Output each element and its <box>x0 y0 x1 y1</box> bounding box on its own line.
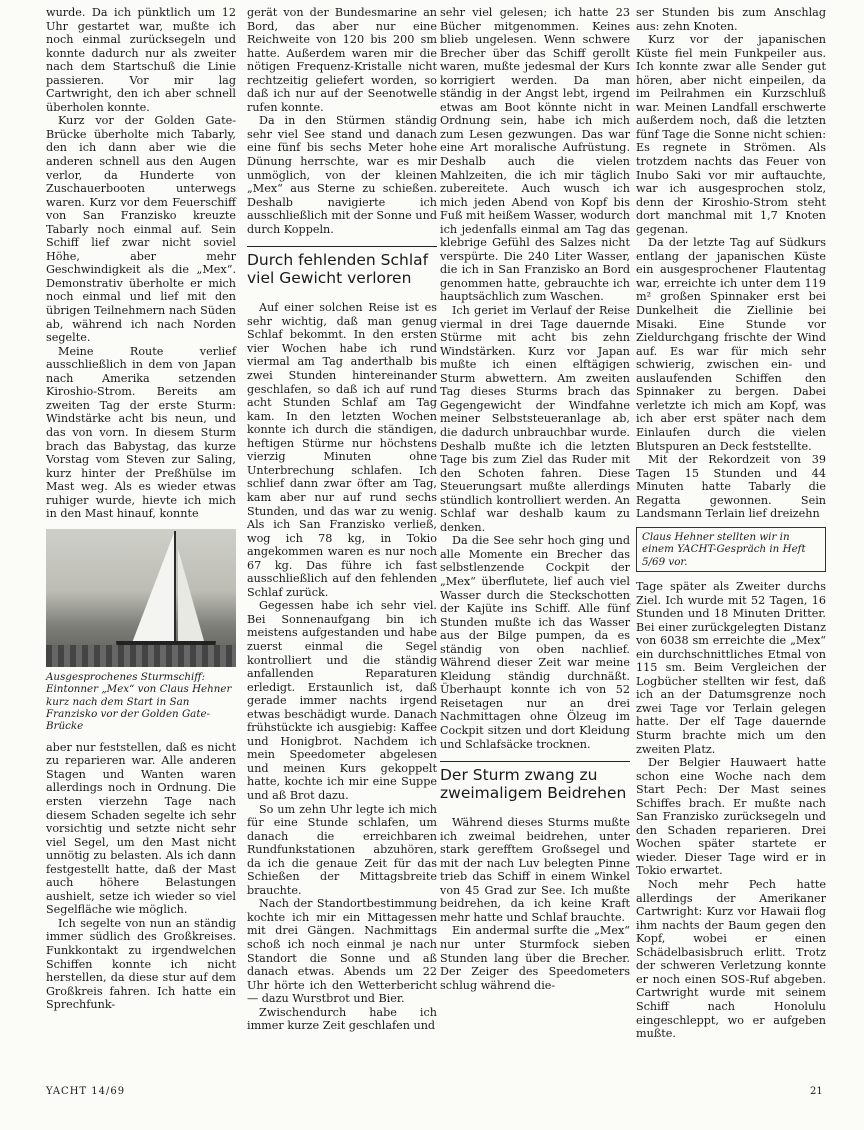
paragraph: sehr viel gelesen; ich hatte 23 Bücher mitgenommen. Keines blieb ungelesen. Wenn schwere Brecher über das Schiff gerollt waren, mußte jedesmal der Kurs korrigiert werden. Da man ständig in der Angst lebt, irgend etwas am Boot könnte nicht in Ordnung sein, habe ich mich zum Lesen gezwungen. Das war eine Art moralische Aufrüstung. Deshalb auch die vielen Mahlzeiten, die ich mir täglich zubereitete. Auch wusch ich mich jeden Abend von Kopf bis Fuß mit heißem Wasser, wodurch ich jedenfalls einmal am Tag das klebrige Gefühl des Salzes nicht verspürte. Die 240 Liter Wasser, die ich in San Franzisko an Bord genommen hatte, gebrauchte ich hauptsächlich zum Waschen. <box>440 6 630 304</box>
column-4 <box>636 6 826 1041</box>
column-2 <box>247 6 437 1033</box>
paragraph: So um zehn Uhr legte ich mich für eine Stunde schlafen, um danach die erreichbaren Rundfunkstationen abzuhören, da ich die genaue Zeit für das Schießen der Mittagsbreite brauchte. <box>247 802 437 897</box>
issue-label: YACHT 14/69 <box>46 1086 126 1097</box>
paragraph: wurde. Da ich pünktlich um 12 Uhr gestartet war, mußte ich noch einmal zurücksegeln und konnte dadurch nur als zweiter nach dem Startschuß die Linie passieren. Vor mir lag Cartwright, den ich aber schnell überholen konnte. <box>46 6 236 114</box>
paragraph: Während dieses Sturms mußte ich zweimal beidrehen, unter stark gerefftem Großsegel und mit der nach Luv belegten Pinne trieb das Schiff in einem Winkel von 45 Grad zur See. Ich mußte beidrehen, da ich keine Kraft mehr hatte und Schlaf brauchte. <box>440 816 630 924</box>
sailboat-photo <box>46 529 236 667</box>
jib-shape <box>178 549 204 641</box>
paragraph: Nach der Standortbestimmung kochte ich mir ein Mittagessen mit drei Gängen. Nachmittags schoß ich noch einmal je nach Standort die Sonne und aß danach etwas. Abends um 22 Uhr hörte ich den Wetterbericht — dazu Wurstbrot und Bier. <box>247 897 437 1006</box>
info-box: Claus Hehner stellten wir in einem YACHT-Gespräch in Heft 5/69 vor. <box>636 527 826 572</box>
paragraph: gerät von der Bundesmarine an Bord, das aber nur eine Reichweite von 120 bis 200 sm hatte. Außerdem waren mir die nötigen Frequenz-Kristalle nicht rechtzeitig geliefert worden, so daß ich nur auf der Seenotwelle rufen konnte. <box>247 6 437 114</box>
paragraph: Da in den Stürmen ständig sehr viel See stand und danach eine fünf bis sechs Meter hohe Dünung herrschte, war es mir unmöglich, von der kleinen „Mex“ aus Sterne zu schießen. Deshalb navigierte ich ausschließlich mit der Sonne und durch Koppeln. <box>247 114 437 236</box>
paragraph: Gegessen habe ich sehr viel. Bei Sonnenaufgang bin ich meistens aufgestanden und habe zuerst einmal die Segel kontrolliert und die ständig anfallenden Reparaturen erledigt. Erstaunlich ist, daß gerade immer nachts irgend etwas beschädigt wurde. Danach frühstückte ich ausgiebig: Kaffee und Honigbrot. Nachdem ich mein Speedometer abgelesen und meinen Kurs gekoppelt hatte, kochte ich mir eine Suppe und aß Brot dazu. <box>247 599 437 802</box>
paragraph: Meine Route verlief ausschließlich in dem von Japan nach Amerika setzenden Kiroshio-Strom. Bereits am zweiten Tag der erste Sturm: Windstärke acht bis neun, und das von vorn. In diesem Sturm brach das Babystag, das kurze Vorstag vom Steven zur Saling, kurz hinter der Preßhülse im Mast weg. Als es wieder etwas ruhiger wurde, hievte ich mich in den Mast hinauf, konnte <box>46 344 236 521</box>
column-1 <box>46 6 236 1012</box>
mast-shape <box>174 531 176 649</box>
page-number: 21 <box>810 1086 823 1097</box>
section-heading: Der Sturm zwang zu zweimaligem Beidrehen <box>440 761 630 802</box>
paragraph: Mit der Rekordzeit von 39 Tagen 15 Stunden und 44 Minuten hatte Tabarly die Regatta gewonnen. Sein Landsmann Terlain lief dreizehn <box>636 453 826 521</box>
paragraph: aber nur feststellen, daß es nicht zu reparieren war. Alle anderen Stagen und Wanten waren allerdings noch in Ordnung. Die ersten vierzehn Tage nach diesem Schaden segelte ich sehr vorsichtig und setzte nicht sehr viel Segel, um den Mast nicht unnötig zu belasten. Als ich dann festgestellt hatte, daß der Mast auch höhere Belastungen aushielt, setze ich wieder so viel Segelfläche wie möglich. <box>46 740 236 917</box>
paragraph: Tage später als Zweiter durchs Ziel. Ich wurde mit 52 Tagen, 16 Stunden und 18 Minuten Dritter. Bei einer zurückgelegten Distanz von 6038 sm erreichte die „Mex“ ein durchschnittliches Etmal von 115 sm. Beim Vergleichen der Logbücher stellten wir fest, daß ich an der Datumsgrenze noch zwei Tage vor Terlain gelegen hatte. Der elf Tage dauernde Sturm brachte mich um den zweiten Platz. <box>636 580 826 756</box>
paragraph: Ich geriet im Verlauf der Reise viermal in drei Tage dauernde Stürme mit acht bis zehn Windstärken. Kurz vor Japan mußte ich einen elftägigen Sturm abwettern. Am zweiten Tag dieses Sturms brach das Gegengewicht der Windfahne meiner Selbststeueranlage ab, die dadurch unbrauchbar wurde. Deshalb mußte ich die letzten Tage bis zum Ziel das Ruder mit den Schoten fahren. Diese Steuerungsart mußte allerdings stündlich kontrolliert werden. An Schlaf war deshalb kaum zu denken. <box>440 304 630 534</box>
paragraph: Kurz vor der japanischen Küste fiel mein Funkpeiler aus. Ich konnte zwar alle Sender gut hören, aber nicht einpeilen, da im Peilrahmen ein Kurzschluß war. Meinen Landfall erschwerte außerdem noch, daß die letzten fünf Tage die Sonne nicht schien: Es regnete in Strömen. Als trotzdem nachts das Feuer von Inubo Saki vor mir auftauchte, war ich ausgesprochen stolz, denn der Kiroshio-Strom steht dort manchmal mit 1,7 Knoten gegenan. <box>636 33 826 236</box>
column-3 <box>440 6 630 992</box>
paragraph: Ich segelte von nun an ständig immer südlich des Großkreises. Funkkontakt zu irgendwelchen Schiffen konnte ich nicht herstellen, da diese stur auf dem Großkreis fahren. Ich hatte ein Sprechfunk- <box>46 916 236 1012</box>
paragraph: Der Belgier Hauwaert hatte schon eine Woche nach dem Start Pech: Der Mast seines Schiffes brach. Er mußte nach San Franzisko zurücksegeln und den Schaden reparieren. Drei Wochen später startete er wieder. Dieser Tage wird er in Tokio erwartet. <box>636 756 826 878</box>
photo-caption: Ausgesprochenes Sturmschiff: Eintonner „Mex“ von Claus Hehner kurz nach dem Start in San Franzisko vor der Golden Gate-Brücke <box>46 670 232 733</box>
paragraph: Ein andermal surfte die „Mex“ nur unter Sturmfock sieben Stunden lang über die Brecher. Der Zeiger des Speedometers schlug während die- <box>440 924 630 992</box>
mainsail-shape <box>132 533 174 643</box>
paragraph: Da die See sehr hoch ging und alle Momente ein Brecher das selbstlenzende Cockpit der „Mex“ überflutete, lief auch viel Wasser durch die Steckschotten der Kajüte ins Schiff. Alle fünf Stunden mußte ich das Wasser aus der Bilge pumpen, da es ständig von oben nachlief. Während dieser Zeit war meine Kleidung ständig durchnäßt. Überhaupt konnte ich von 52 Reisetagen nur an drei Nachmittagen ohne Ölzeug im Cockpit sitzen und dort Kleidung und Schlafsäcke trocknen. <box>440 534 630 751</box>
paragraph: ser Stunden bis zum Anschlag aus: zehn Knoten. <box>636 6 826 33</box>
paragraph: Zwischendurch habe ich immer kurze Zeit geschlafen und <box>247 1005 437 1033</box>
paragraph: Auf einer solchen Reise ist es sehr wichtig, daß man genug Schlaf bekommt. In den ersten vier Wochen habe ich rund viermal am Tag anderthalb bis zwei Stunden hintereinander geschlafen, so daß ich auf rund acht Stunden Schlaf am Tag kam. In den letzten Wochen konnte ich durch die ständigen, heftigen Stürme nur höchstens vierzig Minuten ohne Unterbrechung schlafen. Ich schlief dann zwar öfter am Tag, kam aber nur auf rund sechs Stunden, und das war zu wenig. Als ich San Franzisko verließ, wog ich 78 kg, in Tokio angekommen waren es nur noch 67 kg. Das führe ich fast ausschließlich auf den fehlenden Schlaf zurück. <box>247 301 437 599</box>
section-heading: Durch fehlenden Schlaf viel Gewicht verloren <box>247 246 437 287</box>
paragraph: Noch mehr Pech hatte allerdings der Amerikaner Cartwright: Kurz vor Hawaii flog ihm nachts der Baum gegen den Kopf, wobei er einen Schädelbasisbruch erlitt. Trotz der schweren Verletzung konnte er noch einen SOS-Ruf abgeben. Cartwright wurde mit seinem Schiff nach Honolulu eingeschleppt, wo er aufgeben mußte. <box>636 878 826 1041</box>
water-shape <box>46 645 236 667</box>
paragraph: Kurz vor der Golden Gate-Brücke überholte mich Tabarly, den ich dann aber wie die anderen schnell aus den Augen verlor, da Hunderte von Zuschauerbooten unterwegs waren. Kurz vor dem Feuerschiff von San Franzisko kreuzte Tabarly noch einmal auf. Sein Schiff lief zwar nicht soviel Höhe, aber mehr Geschwindigkeit als die „Mex“. Demonstrativ überholte er mich noch einmal und lief mit den übrigen Teilnehmern nach Süden ab, während ich nach Norden segelte. <box>46 114 236 345</box>
paragraph: Da der letzte Tag auf Südkurs entlang der japanischen Küste ein ausgesprochener Flautentag war, erreichte ich unter dem 119 m² großen Spinnaker erst bei Dunkelheit die Ziellinie bei Misaki. Eine Stunde vor Zieldurchgang frischte der Wind auf. Es war für mich sehr schwierig, zwischen ein- und auslaufenden Schiffen den Spinnaker zu bergen. Dabei verletzte ich mich am Kopf, was ich aber erst später nach dem Einlaufen durch die vielen Blutspuren an Deck feststellte. <box>636 236 826 453</box>
